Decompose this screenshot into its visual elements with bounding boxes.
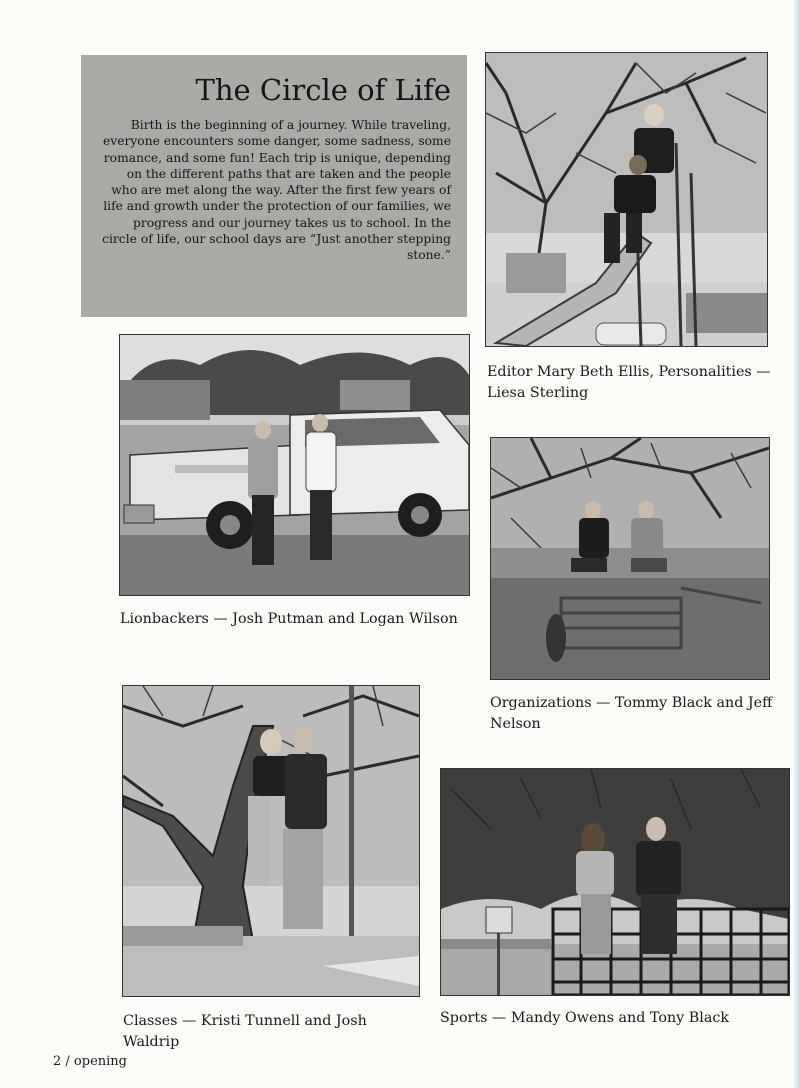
photo-slide [485,52,768,347]
photo-truck [119,334,470,596]
page-folio: 2 / opening [53,1054,127,1069]
intro-box [81,55,467,317]
caption-lionbackers: Lionbackers — Josh Putman and Logan Wilson [120,611,458,627]
page-edge [792,0,800,1088]
intro-paragraph: Birth is the beginning of a journey. While traveling, everyone encounters some danger, some sadness, some romance, and some fun! Each trip is unique, depending on the different paths that are taken and the people who are met along the way. After the first few years of life and growth under the protection of our families, we progress and our journey takes us to school. In the circle of life, our school days are “Just another stepping stone.” [102,118,451,263]
slide-photo-image [486,53,767,346]
fence-photo-image [441,769,789,995]
caption-classes: Classes — Kristi Tunnell and Josh Waldrip [123,1013,367,1050]
photo-tree [122,685,420,997]
caption-organizations: Organizations — Tommy Black and Jeff Nelson [490,695,773,732]
page-title: The Circle of Life [195,73,451,107]
caption-sports: Sports — Mandy Owens and Tony Black [440,1010,730,1026]
photo-playground [490,437,770,680]
caption-editor: Editor Mary Beth Ellis, Personalities — Liesa Sterling [487,364,771,401]
truck-photo-image [120,335,469,595]
photo-fence [440,768,790,996]
tree-photo-image [123,686,419,996]
playground-photo-image [491,438,769,679]
